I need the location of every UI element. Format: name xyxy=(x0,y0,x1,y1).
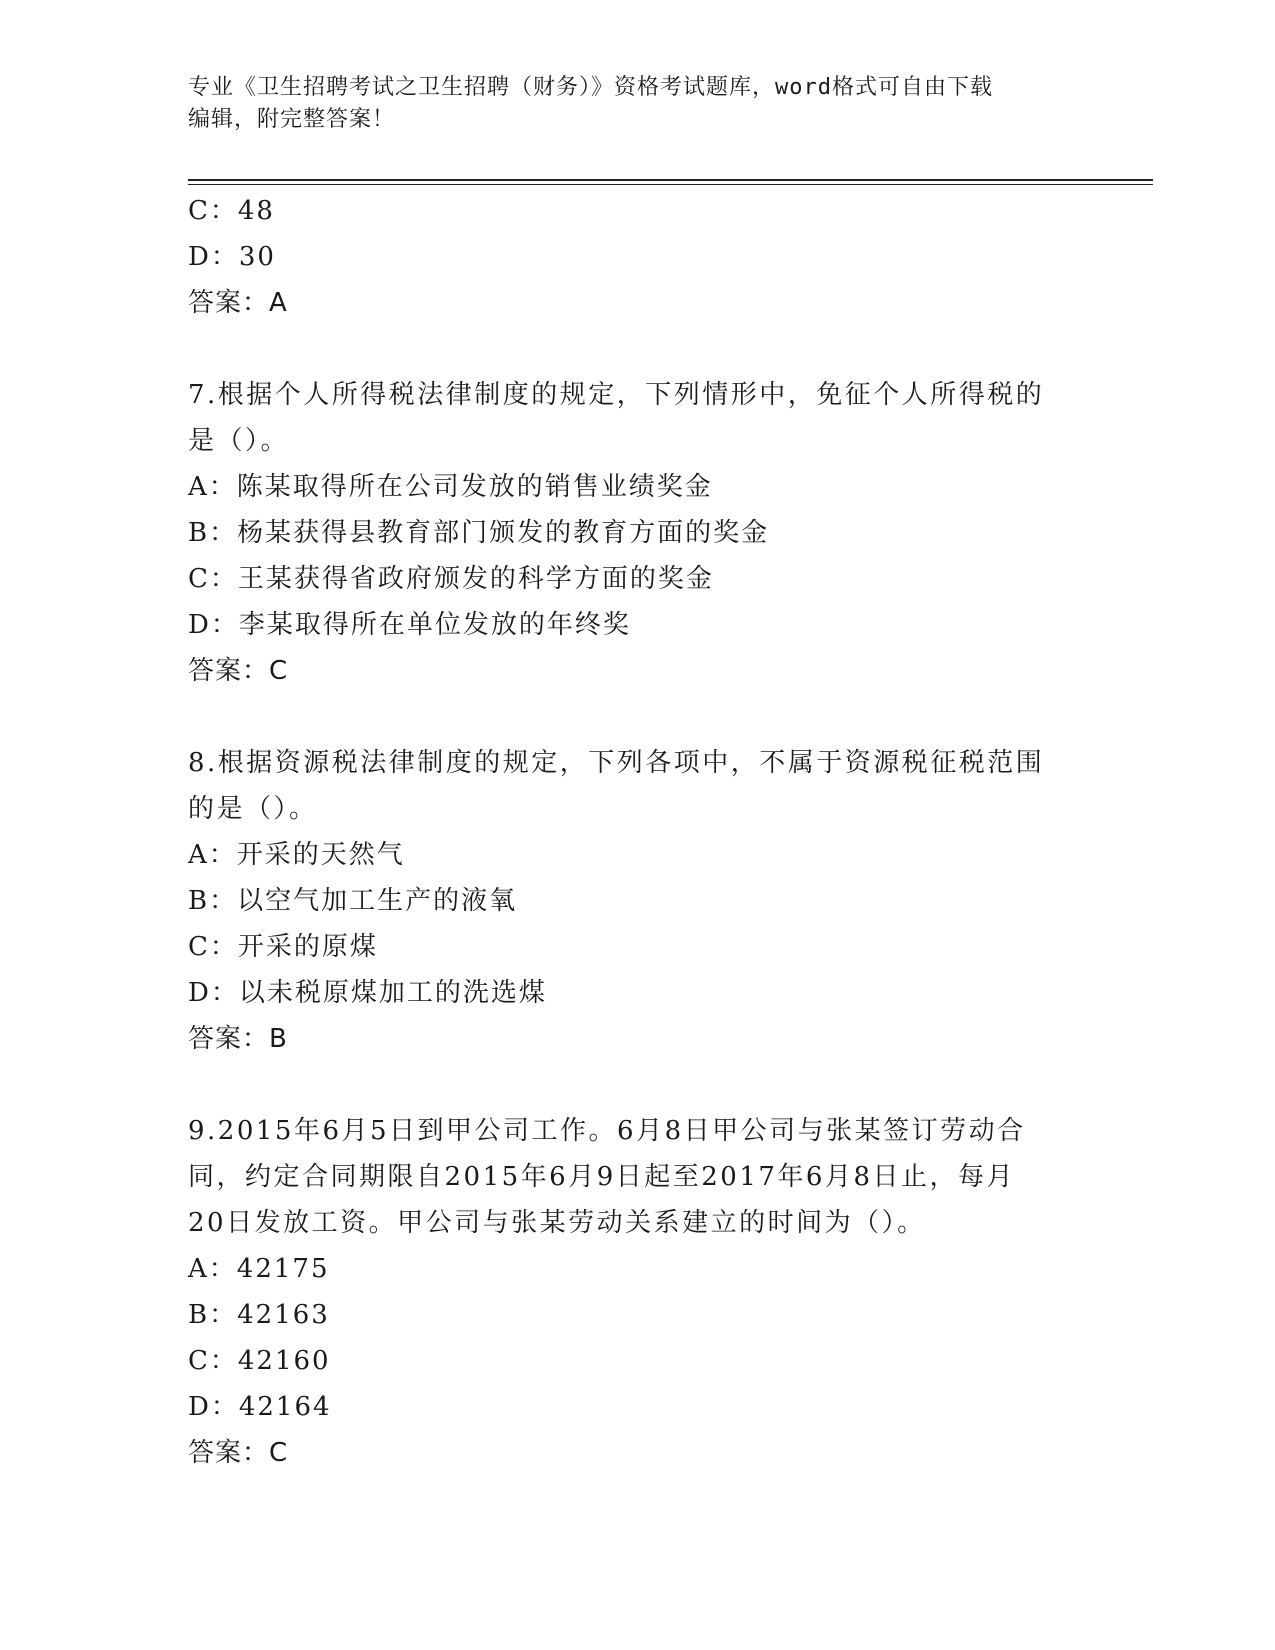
answer-line: 答案：A xyxy=(188,288,288,318)
question-stem-line: 20日发放工资。甲公司与张某劳动关系建立的时间为（）。 xyxy=(188,1208,926,1238)
question-6-tail xyxy=(188,188,1088,326)
question-stem-line: 9.2015年6月5日到甲公司工作。6月8日甲公司与张某签订劳动合 xyxy=(188,1116,1026,1146)
question-stem-line: 的是（）。 xyxy=(188,794,318,824)
option-c: C：48 xyxy=(188,196,275,226)
question-stem-line: 同，约定合同期限自2015年6月9日起至2017年6月8日止，每月 xyxy=(188,1162,1016,1192)
option-c: C：42160 xyxy=(188,1346,331,1376)
option-c: C：王某获得省政府颁发的科学方面的奖金 xyxy=(188,564,714,594)
answer-line: 答案：C xyxy=(188,656,289,686)
option-d: D：李某取得所在单位发放的年终奖 xyxy=(188,610,631,640)
question-list xyxy=(188,188,1088,1476)
spacer xyxy=(188,326,1088,372)
header-line-2: 编辑，附完整答案！ xyxy=(188,107,396,132)
option-b: B：杨某获得县教育部门颁发的教育方面的奖金 xyxy=(188,518,770,548)
question-stem-line: 是（）。 xyxy=(188,426,290,456)
question-8 xyxy=(188,740,1088,1062)
document-header xyxy=(188,72,1088,136)
question-7 xyxy=(188,372,1088,694)
spacer xyxy=(188,694,1088,740)
option-d: D：以未税原煤加工的洗选煤 xyxy=(188,978,547,1008)
question-stem-line: 8.根据资源税法律制度的规定，下列各项中，不属于资源税征税范围 xyxy=(188,748,1045,778)
header-rule-thick xyxy=(188,179,1153,181)
option-d: D：30 xyxy=(188,242,276,272)
spacer xyxy=(188,1062,1088,1108)
option-a: A：陈某取得所在公司发放的销售业绩奖金 xyxy=(188,472,713,502)
answer-line: 答案：C xyxy=(188,1438,289,1468)
question-9 xyxy=(188,1108,1088,1476)
option-a: A：开采的天然气 xyxy=(188,840,405,870)
question-stem-line: 7.根据个人所得税法律制度的规定，下列情形中，免征个人所得税的 xyxy=(188,380,1045,410)
header-line-1: 专业《卫生招聘考试之卫生招聘（财务）》资格考试题库，word格式可自由下载 xyxy=(188,75,993,100)
option-a: A：42175 xyxy=(188,1254,330,1284)
answer-line: 答案：B xyxy=(188,1024,288,1054)
option-b: B：以空气加工生产的液氧 xyxy=(188,886,518,916)
option-c: C：开采的原煤 xyxy=(188,932,378,962)
option-b: B：42163 xyxy=(188,1300,330,1330)
option-d: D：42164 xyxy=(188,1392,332,1422)
header-rule-thin xyxy=(188,184,1153,185)
